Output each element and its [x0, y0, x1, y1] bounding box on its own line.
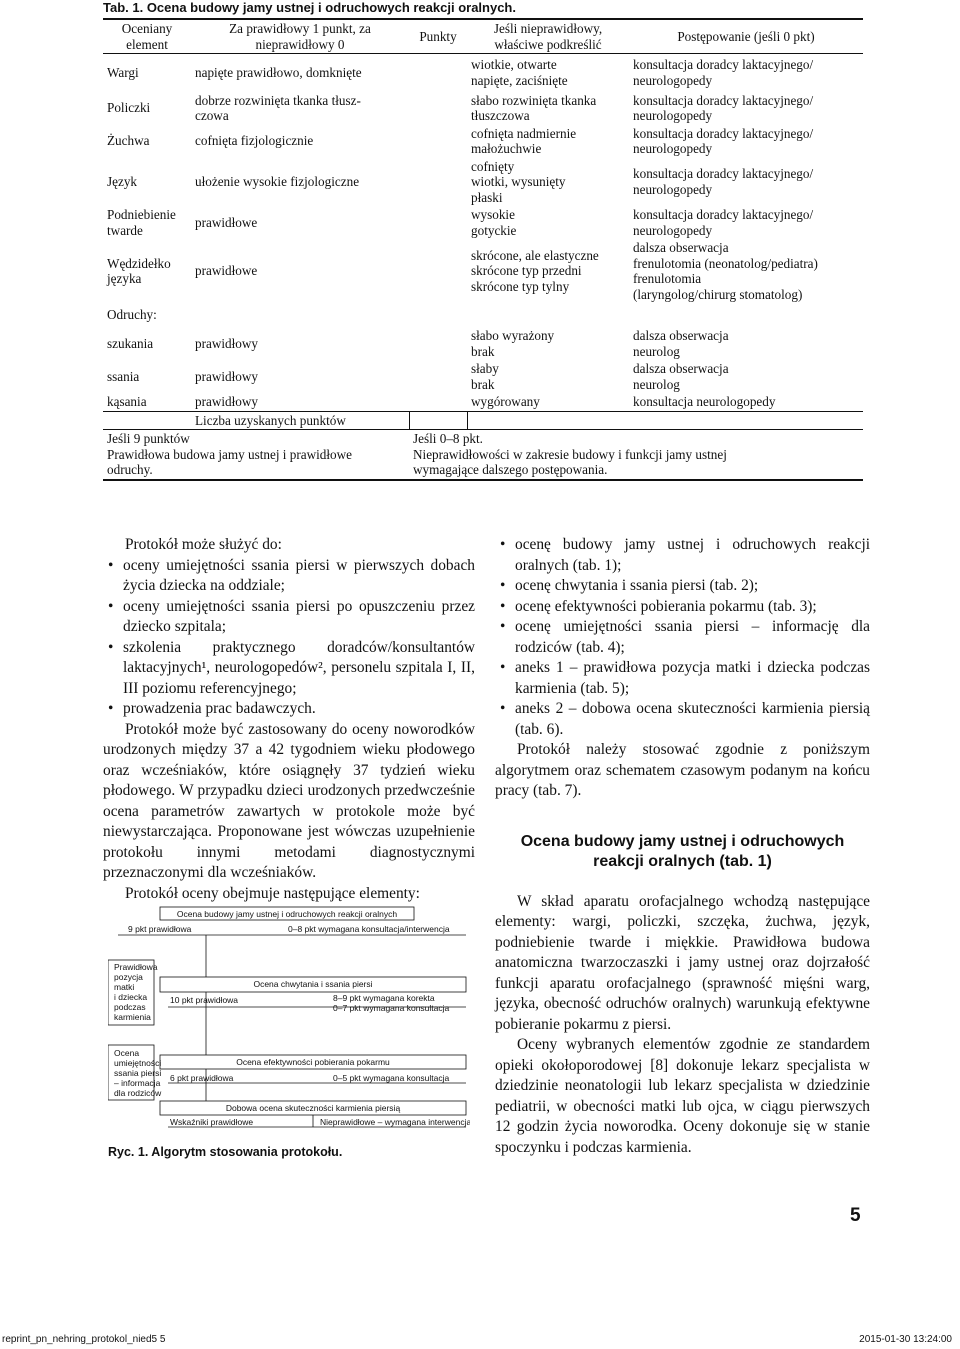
cell-element: Podniebienie twarde	[107, 207, 176, 238]
sum-points	[409, 411, 467, 430]
cell-points	[409, 239, 467, 303]
cell-element: Wędzidełko języka	[107, 255, 171, 286]
table-header-row	[103, 19, 863, 54]
diagram-side-line: karmienia	[114, 1012, 151, 1022]
cell-points	[409, 327, 467, 360]
cell-points	[409, 360, 467, 393]
list-item: • ocenę umiejętności ssania piersi – informację dla rodziców (tab. 4);	[515, 617, 870, 658]
cell-correct: prawidłowe	[195, 214, 258, 230]
cell-action: dalsza obserwacja frenulotomia (neonatolog/pediatra) frenulotomia (laryngolog/chirurg stomatolog)	[633, 240, 818, 302]
cell-correct: napięte prawidłowo, domknięte	[195, 65, 362, 80]
cell-element: szukania	[107, 335, 154, 351]
diagram-side-line: Ocena	[114, 1048, 140, 1058]
cell-action: konsultacja doradcy laktacyjnego/ neurologopedy	[633, 166, 814, 197]
header-element: Oceniany element	[121, 21, 173, 52]
cell-action: konsultacja doradcy laktacyjnego/ neurologopedy	[633, 125, 814, 156]
diagram-box4-bad: Nieprawidłowe – wymagana interwencja	[320, 1117, 470, 1127]
cell-incorrect: cofnięta nadmiernie małożuchwie	[471, 125, 577, 156]
left-para-1: Protokół może być zastosowany do oceny noworodków urodzonych między 37 a 42 tygodniem wieku płodowego oraz wcześniaków, które osiągnęły 37 tydzień wieku płodowego. W przypadku dzieci urodzonych przedwcześnie ocena parametrów zawartych w protokole może być niewystarczająca. Proponowane jest wówczas uzupełnienie protokołu innymi metodami diagnostycznymi przeznaczonymi dla wcześniaków.	[103, 720, 475, 881]
sum-label: Liczba uzyskanych punktów	[191, 411, 409, 430]
right-column	[495, 535, 870, 1158]
diagram-side-line: dla rodziców	[114, 1088, 162, 1098]
cell-correct: ułożenie wysokie fizjologiczne	[195, 174, 360, 189]
list-item: • ocenę efektywności pobierania pokarmu (tab. 3);	[515, 597, 870, 618]
table-caption: Tab. 1. Ocena budowy jamy ustnej i odruchowych reakcji oralnych.	[103, 0, 516, 15]
cell-element: Wargi	[107, 65, 139, 80]
list-item: • prowadzenia prac badawczych.	[123, 699, 475, 720]
header-action: Postępowanie (jeśli 0 pkt)	[677, 28, 815, 44]
diagram-side-line: i dziecka	[114, 992, 148, 1002]
cell-element: Język	[107, 174, 138, 189]
diagram-box3-bad: 0–5 pkt wymagana konsultacja	[333, 1073, 450, 1083]
diagram-box2: Ocena chwytania i ssania piersi	[253, 979, 373, 989]
cell-points	[409, 125, 467, 158]
left-bullet-list	[103, 556, 475, 720]
cell-action: konsultacja doradcy laktacyjnego/ neurologopedy	[633, 92, 814, 123]
footer-left: reprint_pn_nehring_protokol_nied5 5	[2, 1334, 166, 1345]
diagram-side-line: podczas	[114, 1002, 146, 1012]
sum-empty2	[467, 411, 863, 430]
cell-points	[409, 206, 467, 239]
diagram-side-line: matki	[114, 982, 135, 992]
cell-action: konsultacja doradcy laktacyjnego/ neurologopedy	[633, 57, 814, 88]
cell-action: dalsza obserwacja neurolog	[633, 361, 729, 392]
algorithm-svg	[108, 905, 470, 1133]
result-left: Jeśli 9 punktów Prawidłowa budowa jamy ustnej i prawidłowe odruchy.	[103, 430, 409, 480]
cell-incorrect: słabo rozwinięta tkanka tłuszczowa	[471, 92, 597, 123]
cell-incorrect: słabo wyrażony brak	[471, 328, 555, 359]
page-number: 5	[850, 1205, 861, 1226]
header-points: Punkty	[419, 28, 457, 44]
table-row	[103, 54, 863, 92]
diagram-side1	[114, 962, 158, 1022]
left-intro: Protokół może służyć do:	[125, 536, 282, 553]
diagram-box2-ok: 10 pkt prawidłowa	[170, 995, 239, 1005]
diagram-side2	[114, 1048, 162, 1098]
list-item: • oceny umiejętności ssania piersi w pierwszych dobach życia dziecka na oddziale;	[123, 556, 475, 597]
diagram-side-line: pozycja	[114, 972, 143, 982]
left-para-2: Protokół oceny obejmuje następujące elementy:	[125, 884, 420, 902]
cell-correct: prawidłowy	[195, 394, 258, 409]
diagram-box1-ok: 9 pkt prawidłowa	[128, 924, 192, 934]
diagram-side-line: ssania piersi	[114, 1068, 162, 1078]
cell-points	[409, 303, 467, 327]
cell-correct	[191, 303, 409, 327]
list-item: • szkolenia praktycznego doradców/konsultantów laktacyjnych¹, neurologopedów², personelu szpitala I, II, III poziomu referencyjnego;	[123, 638, 475, 700]
cell-correct: prawidłowy	[195, 335, 258, 351]
header-incorrect: Jeśli nieprawidłowy, właściwe podkreślić	[493, 21, 603, 52]
right-bullet-list	[495, 535, 870, 740]
diagram-box1-bad: 0–8 pkt wymagana konsultacja/interwencja	[288, 924, 450, 934]
figure-caption: Ryc. 1. Algorytm stosowania protokołu.	[108, 1145, 343, 1159]
sum-row	[103, 411, 863, 430]
cell-points	[409, 92, 467, 125]
cell-element: Policzki	[107, 100, 151, 116]
right-para-3: Oceny wybranych elementów zgodnie ze standardem opieki okołoporodowej [8] dokonuje lekarz specjalista w dziedzinie neonatologii lub lekarz specjalista w dziedzinie pediatrii, w obecności matki lub ojca, w ciągu pierwszych 12 godzin życia noworodka. Oceny dokonuje się w stanie spoczynku i podczas karmienia.	[495, 1036, 870, 1156]
cell-incorrect: skrócone, ale elastyczne skrócone typ przedni skrócone typ tylny	[471, 247, 599, 294]
cell-correct: prawidłowy	[195, 368, 258, 384]
diagram-box3-ok: 6 pkt prawidłowa	[170, 1073, 234, 1083]
table-row	[103, 327, 863, 360]
diagram-box4: Dobowa ocena skuteczności karmienia piersią	[225, 1103, 401, 1113]
table-row	[103, 239, 863, 303]
section-heading: Ocena budowy jamy ustnej i odruchowych reakcji oralnych (tab. 1)	[520, 832, 845, 870]
cell-incorrect: cofnięty wiotki, wysunięty płaski	[471, 158, 566, 205]
header-correct: Za prawidłowy 1 punkt, za nieprawidłowy 0	[229, 21, 371, 52]
table-row	[103, 393, 863, 411]
cell-points	[409, 54, 467, 92]
table-row	[103, 303, 863, 327]
cell-correct: prawidłowe	[195, 263, 258, 279]
algorithm-diagram	[108, 905, 470, 1133]
list-item: • oceny umiejętności ssania piersi po opuszczeniu przez dziecko szpitala;	[123, 597, 475, 638]
footer-right: 2015-01-30 13:24:00	[859, 1334, 952, 1345]
cell-action: konsultacja doradcy laktacyjnego/ neurologopedy	[633, 207, 814, 238]
assessment-table	[103, 18, 863, 481]
diagram-side-line: Prawidłowa	[114, 962, 158, 972]
cell-incorrect: wiotkie, otwarte napięte, zaciśnięte	[471, 57, 568, 88]
diagram-box1: Ocena budowy jamy ustnej i odruchowych reakcji oralnych	[176, 909, 398, 919]
table-row	[103, 360, 863, 393]
list-item: • aneks 1 – prawidłowa pozycja matki i dziecka podczas karmienia (tab. 5);	[515, 658, 870, 699]
cell-element: Odruchy:	[107, 307, 157, 323]
table-row	[103, 158, 863, 207]
cell-incorrect: wygórowany	[471, 394, 540, 409]
left-column	[103, 535, 475, 904]
cell-correct: dobrze rozwinięta tkanka tłusz- czowa	[195, 92, 361, 123]
cell-action: konsultacja neurologopedy	[633, 394, 776, 409]
cell-action: dalsza obserwacja neurolog	[633, 328, 729, 359]
cell-incorrect: wysokie gotyckie	[471, 207, 517, 238]
diagram-box3: Ocena efektywności pobierania pokarmu	[236, 1057, 390, 1067]
diagram-side-line: umiejętności	[114, 1058, 162, 1068]
list-item: • ocenę chwytania i ssania piersi (tab. 2);	[515, 576, 870, 597]
diagram-box2-bad1: 8–9 pkt wymagana korekta	[333, 993, 435, 1003]
sum-empty	[103, 411, 191, 430]
table-row	[103, 206, 863, 239]
cell-points	[409, 393, 467, 411]
table-row	[103, 125, 863, 158]
diagram-box4-ok: Wskaźniki prawidłowe	[170, 1117, 254, 1127]
cell-element: kąsania	[107, 394, 147, 409]
list-item: • aneks 2 – dobowa ocena skuteczności karmienia piersią (tab. 6).	[515, 699, 870, 740]
result-row	[103, 430, 863, 480]
diagram-box2-bad2: 0–7 pkt wymagana konsultacja	[333, 1003, 450, 1013]
cell-element: Żuchwa	[107, 133, 150, 149]
right-para-2: W skład aparatu orofacjalnego wchodzą następujące elementy: wargi, policzki, szczęka, żuchwa, język, podniebienie twarde i miękkie. Prawidłowa budowa anatomiczna twarzoczaszki i jamy ustnej oraz dojrzałość funkcji aparatu orofacjalnego (sprawność mięśni warg, języka, obecność odruchów oralnych) warunkują efektywne pobieranie pokarmu z piersi.	[495, 892, 870, 1033]
cell-incorrect	[467, 303, 629, 327]
right-para-1: Protokół należy stosować zgodnie z poniższym algorytmem oraz schematem czasowym podanym na końcu pracy (tab. 7).	[495, 741, 870, 799]
diagram-side-line: – informacja	[114, 1078, 161, 1088]
table-row	[103, 92, 863, 125]
cell-incorrect: słaby brak	[471, 361, 499, 392]
result-right: Jeśli 0–8 pkt. Nieprawidłowości w zakresie budowy i funkcji jamy ustnej wymagające dalszego postępowania.	[409, 430, 863, 480]
cell-element: ssania	[107, 368, 140, 384]
cell-correct: cofnięta fizjologicznie	[195, 133, 314, 149]
list-item: • ocenę budowy jamy ustnej i odruchowych reakcji oralnych (tab. 1);	[515, 535, 870, 576]
cell-points	[409, 158, 467, 207]
cell-action	[629, 303, 863, 327]
